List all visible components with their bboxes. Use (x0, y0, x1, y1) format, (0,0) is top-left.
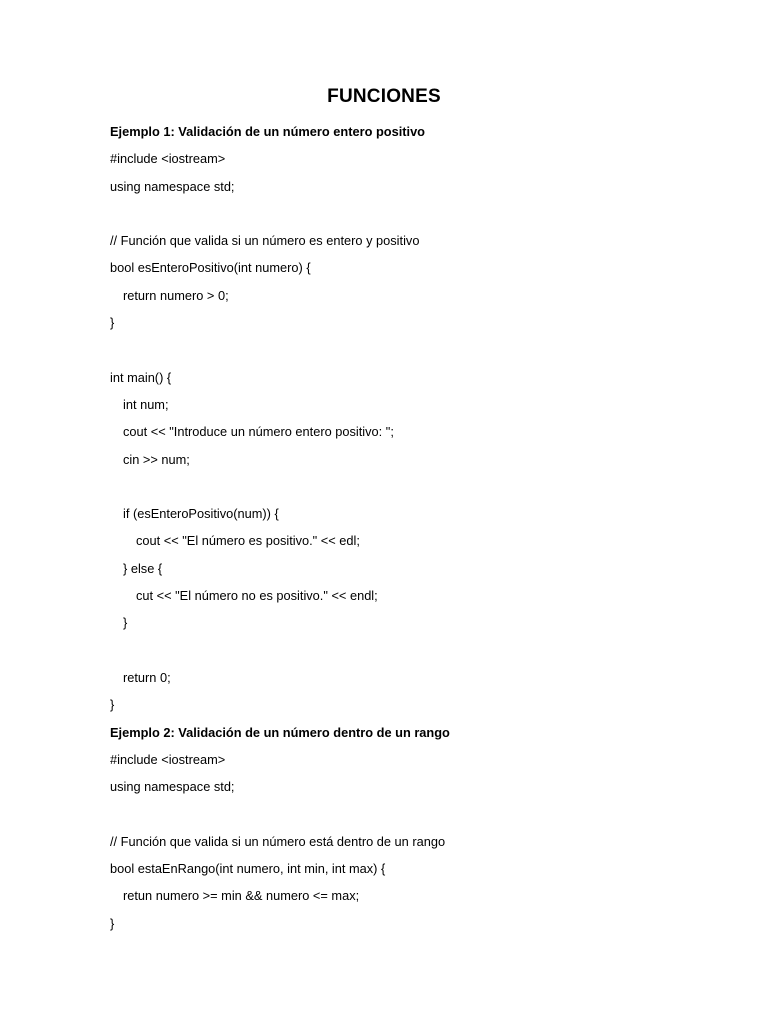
blank-line (110, 339, 710, 366)
code-line: retun numero >= min && numero <= max; (123, 888, 360, 904)
code-line: } (123, 615, 128, 631)
code-line: } else { (123, 560, 163, 576)
section-heading: Ejemplo 2: Validación de un número dentro de un rango (110, 724, 450, 740)
code-line: cout << "El número es positivo." << edl; (136, 533, 360, 549)
code-line: cout << "Introduce un número entero positivo: "; (123, 424, 394, 440)
blank-line (110, 640, 710, 667)
code-line: using namespace std; (110, 779, 235, 795)
code-line: bool esEnteroPositivo(int numero) { (110, 260, 311, 276)
code-line: return 0; (123, 669, 171, 685)
code-line: } (110, 697, 115, 713)
code-line: cut << "El número no es positivo." << endl; (136, 588, 378, 604)
section-heading: Ejemplo 1: Validación de un número entero positivo (110, 124, 425, 139)
code-line: bool estaEnRango(int numero, int min, int max) { (110, 861, 386, 877)
code-line: using namespace std; (110, 178, 235, 194)
blank-line (110, 803, 710, 830)
code-line: return numero > 0; (123, 287, 229, 303)
code-line: cin >> num; (123, 451, 190, 467)
code-line: // Función que valida si un número es entero y positivo (110, 233, 420, 249)
document-body (110, 121, 710, 940)
code-line: // Función que valida si un número está dentro de un rango (110, 833, 446, 849)
code-line: int num; (123, 396, 169, 412)
blank-line (110, 203, 710, 230)
code-line: } (110, 315, 115, 331)
code-line: #include <iostream> (110, 751, 226, 767)
page-title: FUNCIONES (327, 86, 441, 107)
code-line: } (110, 915, 115, 931)
code-line: if (esEnteroPositivo(num)) { (123, 506, 279, 522)
code-line: #include <iostream> (110, 151, 226, 167)
code-line: int main() { (110, 369, 172, 385)
blank-line (110, 476, 710, 503)
